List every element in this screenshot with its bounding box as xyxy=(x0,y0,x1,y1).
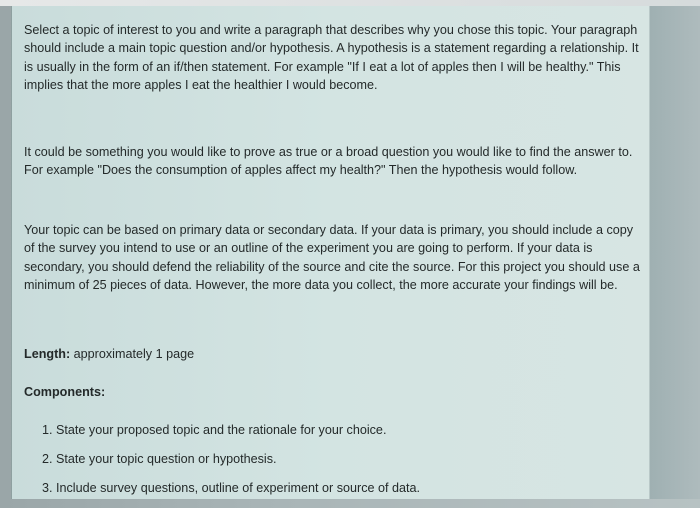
intro-paragraph: Select a topic of interest to you and write a paragraph that describes why you chose this topic. Your paragraph should include a main topic question and/or hypothesis. A hypothesis is a statement regarding a relationship. It is usually in the form of an if/then statement. For example "If I eat a lot of apples then I will be healthy." This implies that the more apples I eat the healthier I would become. xyxy=(24,23,639,93)
background-margin xyxy=(650,6,700,499)
components-list xyxy=(42,421,420,508)
components-heading xyxy=(24,383,644,401)
list-item: 1. State your proposed topic and the rationale for your choice. xyxy=(42,423,387,437)
example-paragraph: It could be something you would like to prove as true or a broad question you would like to find the answer to. For example "Does the consumption of apples affect my health?" Then the hypothesis would follow. xyxy=(24,145,633,178)
assignment-document xyxy=(11,6,650,499)
components-heading-text: Components: xyxy=(24,385,106,399)
length-label: Length: xyxy=(24,347,71,361)
list-item: 2. State your topic question or hypothesis. xyxy=(42,452,277,466)
data-requirements-paragraph: Your topic can be based on primary data or secondary data. If your data is primary, you should include a copy of the survey you intend to use or an outline of the experiment you are going to perform. If your data is secondary, you should defend the reliability of the source and cite the source. For this project you should use a minimum of 25 pieces of data. However, the more data you collect, the more accurate your findings will be. xyxy=(24,223,640,293)
length-line xyxy=(24,345,644,363)
list-item: 3. Include survey questions, outline of experiment or source of data. xyxy=(42,481,421,495)
length-value: approximately 1 page xyxy=(70,347,195,361)
